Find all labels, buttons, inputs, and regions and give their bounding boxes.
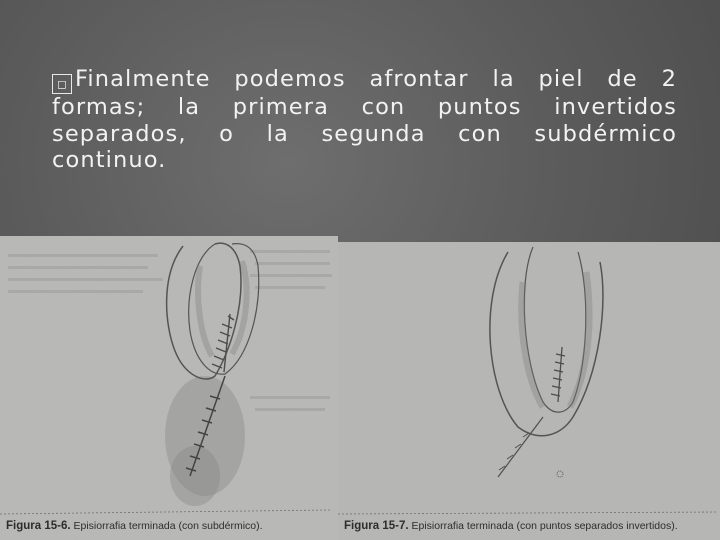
episiorrhaphy-interrupted-illustration — [338, 242, 720, 540]
figure-caption-left — [6, 520, 263, 532]
slide-body-text: Finalmente podemos afrontar la piel de 2 formas; la primera con puntos invertidos separados, o la segunda con subdérmico continuo. — [52, 66, 677, 173]
figure-right — [338, 242, 720, 540]
slide-text — [52, 66, 677, 174]
figure-label-right: Figura 15-7. — [344, 520, 409, 532]
episiorrhaphy-subdermal-illustration — [0, 236, 338, 540]
figure-caption-text-left: Episiorrafia terminada (con subdérmico). — [73, 520, 263, 532]
figure-left — [0, 236, 338, 540]
figure-label-left: Figura 15-6. — [6, 520, 71, 532]
square-bullet-icon: ◻ — [52, 74, 72, 94]
figure-caption-text-right: Episiorrafia terminada (con puntos separados invertidos). — [411, 520, 678, 532]
figure-caption-right — [344, 520, 678, 532]
